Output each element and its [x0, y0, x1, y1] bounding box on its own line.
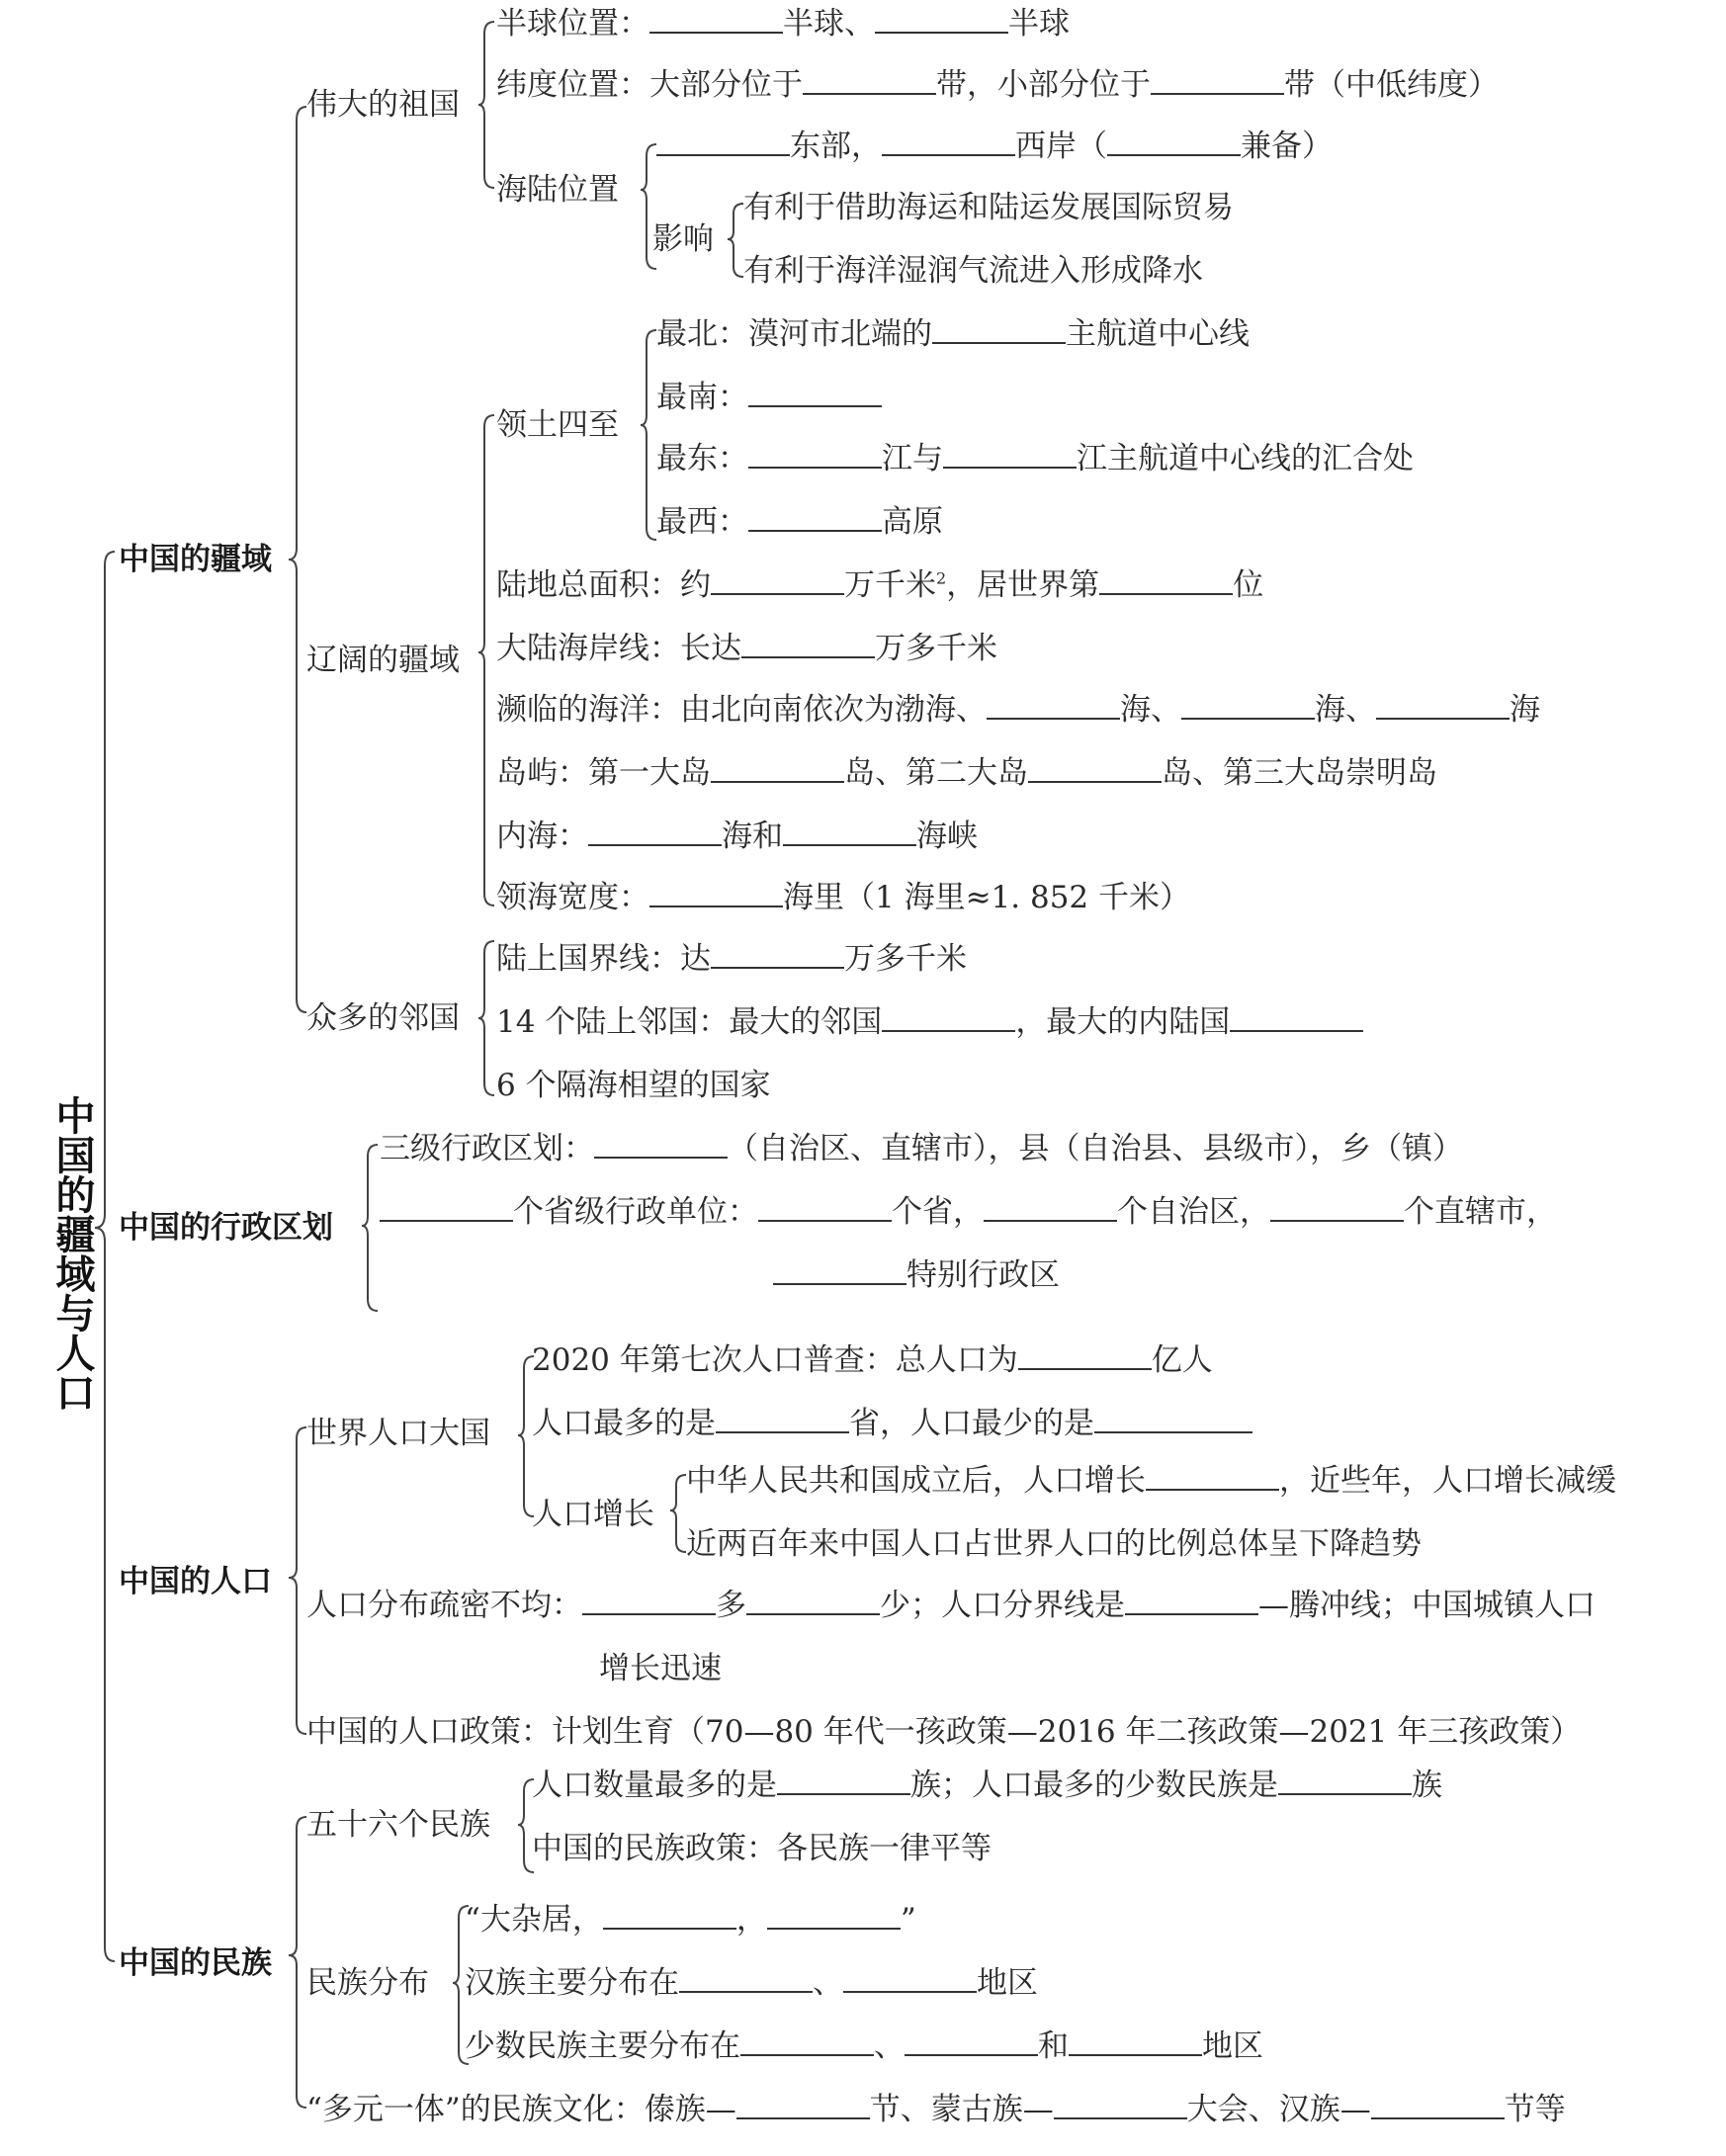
south-row: 最南： [656, 378, 882, 417]
sec-ethnic-heading: 中国的民族 [119, 1945, 272, 1981]
population-bracket [289, 1427, 306, 1734]
sec1-bracket [289, 107, 306, 1012]
blank[interactable] [1099, 565, 1233, 595]
blank[interactable] [380, 1192, 513, 1222]
blank[interactable] [736, 2090, 870, 2119]
hemisphere-row: 半球位置： 半球、 半球 [496, 6, 1070, 42]
blank[interactable] [783, 817, 916, 846]
pop-policy-row: 中国的人口政策：计划生育（70—80 年代一孩政策—2016 年二孩政策—2021 年三孩政策） [306, 1714, 1582, 1750]
blank[interactable] [1028, 753, 1162, 783]
blank[interactable] [656, 127, 790, 156]
border-row: 陆上国界线：达 万多千米 [496, 941, 967, 977]
east-row: 最东： 江与 江主航道中心线的汇合处 [656, 441, 1414, 476]
impact-1: 有利于借助海运和陆运发展国际贸易 [743, 190, 1234, 225]
blank[interactable] [1270, 1192, 1404, 1222]
ethnic-bracket [289, 1817, 306, 2108]
admin-units-row: 个省级行政单位： 个省， 个自治区， 个直辖市， [380, 1192, 1557, 1232]
blank[interactable] [777, 1766, 910, 1795]
blank[interactable] [748, 378, 882, 407]
overseas-row: 6 个隔海相望的国家 [496, 1068, 771, 1103]
ethnic-dist-row-1: “大杂居， ， ” [465, 1902, 916, 1938]
blank[interactable] [711, 939, 844, 969]
north-row: 最北：漠河市北端的 主航道中心线 [656, 316, 1250, 352]
impact-2: 有利于海洋湿润气流进入形成降水 [743, 253, 1203, 289]
coast-row: 大陆海岸线：长达 万多千米 [496, 631, 997, 666]
islands-row: 岛屿：第一大岛 岛、第二大岛 岛、第三大岛崇明岛 [496, 755, 1437, 791]
ethnic-culture-row: “多元一体”的民族文化：傣族— 节、蒙古族— 大会、汉族— 节等 [306, 2092, 1566, 2127]
page-title-text: 中国的疆域与人口 [49, 1095, 95, 1412]
blank[interactable] [882, 1002, 1015, 1032]
distribution-row-cont: 增长迅速 [599, 1651, 722, 1686]
neighbors-bracket [478, 941, 494, 1095]
admin-bracket [362, 1145, 378, 1311]
ethnic-distribution-heading: 民族分布 [306, 1965, 429, 2001]
inland-sea-row: 内海： 海和 海峡 [496, 819, 978, 854]
blank[interactable] [1371, 2090, 1505, 2119]
extremes-label: 领土四至 [496, 407, 619, 443]
page-title [47, 1095, 97, 1412]
sealand-label: 海陆位置 [496, 172, 619, 208]
sar-row: 特别行政区 [773, 1255, 1060, 1295]
neighbors-heading: 众多的邻国 [306, 1000, 460, 1036]
blank[interactable] [932, 314, 1066, 344]
blank[interactable] [1278, 1766, 1412, 1795]
seas-row: 濒临的海洋：由北向南依次为渤海、 海、 海、 海 [496, 692, 1540, 728]
blank[interactable] [1094, 1404, 1252, 1433]
blank[interactable] [649, 4, 783, 34]
ethnic-dist-row-2: 汉族主要分布在 、 地区 [465, 1965, 1038, 2001]
province-row: 人口最多的是 省，人口最少的是 [532, 1404, 1252, 1443]
ethnic-policy-row: 中国的民族政策：各民族一律平等 [532, 1831, 992, 1866]
blank[interactable] [875, 4, 1008, 34]
blank[interactable] [905, 2027, 1038, 2056]
blank[interactable] [588, 817, 722, 846]
blank[interactable] [582, 1586, 716, 1615]
blank[interactable] [1018, 1340, 1152, 1370]
blank[interactable] [711, 565, 844, 595]
land-neighbors-row: 14 个陆上邻国：最大的邻国 ，最大的内陆国 [496, 1002, 1363, 1042]
blank[interactable] [711, 753, 844, 783]
blank[interactable] [603, 1900, 736, 1930]
blank[interactable] [767, 1900, 901, 1930]
sec-territory-heading: 中国的疆域 [119, 542, 272, 577]
ethnic-groups-heading: 五十六个民族 [306, 1807, 490, 1843]
vast-territory-heading: 辽阔的疆域 [306, 643, 460, 678]
sealand-row: 东部， 西岸（ 兼备） [656, 127, 1333, 166]
blank[interactable] [1151, 65, 1284, 95]
growth-bracket [670, 1475, 686, 1552]
blank[interactable] [803, 65, 936, 95]
blank[interactable] [1181, 690, 1315, 720]
main-bracket [95, 552, 115, 1961]
blank[interactable] [984, 1192, 1117, 1222]
blank[interactable] [943, 439, 1077, 469]
growth-row-1: 中华人民共和国成立后，人口增长 ，近些年，人口增长减缓 [686, 1463, 1616, 1499]
blank[interactable] [716, 1404, 849, 1433]
blank[interactable] [1054, 2090, 1187, 2119]
ethnic-dist-row-3: 少数民族主要分布在 、 和 地区 [465, 2028, 1263, 2064]
latitude-row: 纬度位置：大部分位于 带，小部分位于 带（中低纬度） [496, 67, 1499, 103]
hemi-bracket [478, 22, 494, 188]
blank[interactable] [748, 502, 882, 532]
growth-row-2: 近两百年来中国人口占世界人口的比例总体呈下降趋势 [686, 1526, 1422, 1562]
blank[interactable] [741, 629, 875, 658]
extremes-bracket [641, 330, 656, 540]
growth-label: 人口增长 [532, 1497, 654, 1532]
west-row: 最西： 高原 [656, 504, 943, 540]
blank[interactable] [773, 1255, 906, 1285]
impact-label: 影响 [652, 221, 714, 257]
area-row: 陆地总面积：约 万千米$^2$，居世界第 位 [496, 567, 1264, 603]
blank[interactable] [843, 1963, 977, 1993]
blank[interactable] [748, 439, 882, 469]
blank[interactable] [1069, 2027, 1202, 2056]
blank[interactable] [740, 2027, 874, 2056]
blank[interactable] [1125, 1586, 1258, 1615]
extent-bracket [478, 415, 494, 906]
blank[interactable] [594, 1129, 728, 1159]
blank[interactable] [987, 690, 1120, 720]
blank[interactable] [882, 127, 1015, 156]
blank[interactable] [1146, 1461, 1279, 1491]
pop-giant-heading: 世界人口大国 [306, 1416, 490, 1451]
blank[interactable] [758, 1192, 892, 1222]
blank[interactable] [1376, 690, 1510, 720]
blank[interactable] [679, 1963, 813, 1993]
census-row: 2020 年第七次人口普查：总人口为 亿人 [532, 1342, 1213, 1378]
territorial-sea-row: 领海宽度： 海里（1 海里≈1. 852 千米） [496, 880, 1191, 915]
admin-levels-row: 三级行政区划： （自治区、直辖市），县（自治县、县级市），乡（镇） [380, 1131, 1463, 1166]
blank[interactable] [746, 1586, 880, 1615]
great-motherland-heading: 伟大的祖国 [306, 87, 460, 123]
ethnic-most-row: 人口数量最多的是 族；人口最多的少数民族是 族 [532, 1768, 1442, 1803]
blank[interactable] [1230, 1002, 1363, 1032]
sec-population-heading: 中国的人口 [119, 1564, 272, 1599]
blank[interactable] [649, 878, 783, 907]
blank[interactable] [1107, 127, 1241, 156]
impact-bracket [728, 204, 743, 277]
sec-admin-heading: 中国的行政区划 [119, 1210, 333, 1246]
distribution-row: 人口分布疏密不均： 多 少；人口分界线是 —腾冲线；中国城镇人口 [306, 1588, 1596, 1623]
